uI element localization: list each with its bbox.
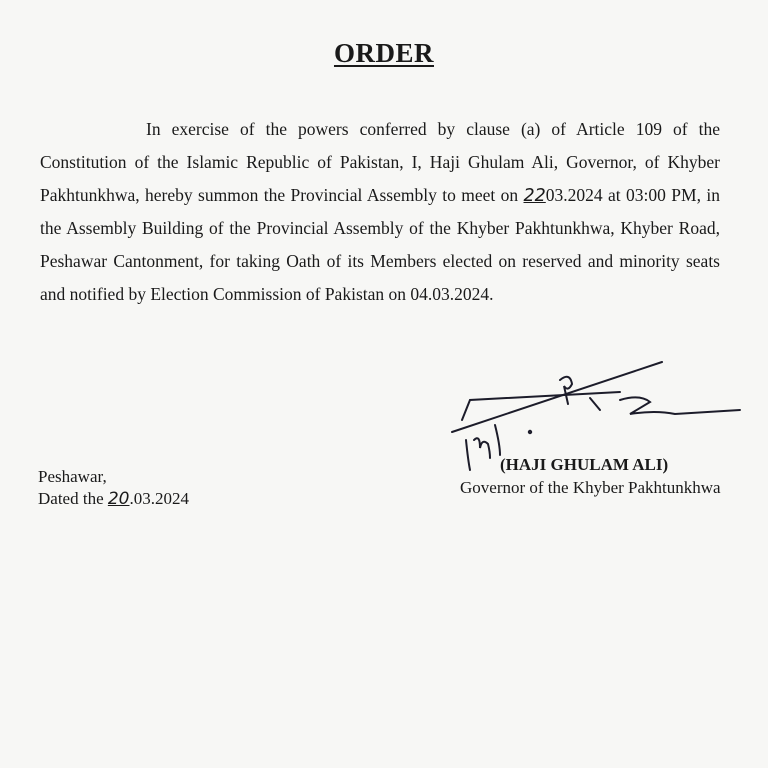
- body-line-6: and notified by Election Commission of Pakistan on 04.03.2024.: [40, 284, 494, 304]
- text-after-date: 03.2024 at 03:00 PM, in: [545, 185, 720, 205]
- place: Peshawar,: [38, 467, 107, 486]
- body-line-2: Constitution of the Islamic Republic of Pakistan, I, Haji Ghulam Ali, Governor, of Khyber: [40, 152, 720, 172]
- text-before-date: Pakhtunkhwa, hereby summon the Provincial Assembly to meet on: [40, 185, 524, 205]
- body-line-4: the Assembly Building of the Provincial Assembly of the Khyber Pakhtunkhwa, Khyber Road,: [40, 218, 720, 238]
- handwritten-day: 20: [107, 489, 130, 509]
- dated-line: Dated the 20.03.2024: [38, 489, 189, 509]
- body-line-5: Peshawar Cantonment, for taking Oath of its Members elected on reserved and minority seats: [40, 251, 720, 271]
- document-title: ORDER: [333, 38, 434, 68]
- signatory-name: (HAJI GHULAM ALI): [500, 455, 669, 474]
- signatory-designation: Governor of the Khyber Pakhtunkhwa: [460, 478, 721, 497]
- body-line-1: In exercise of the powers conferred by clause (a) of Article 109 of the: [146, 119, 720, 139]
- handwritten-day: 22: [523, 186, 546, 206]
